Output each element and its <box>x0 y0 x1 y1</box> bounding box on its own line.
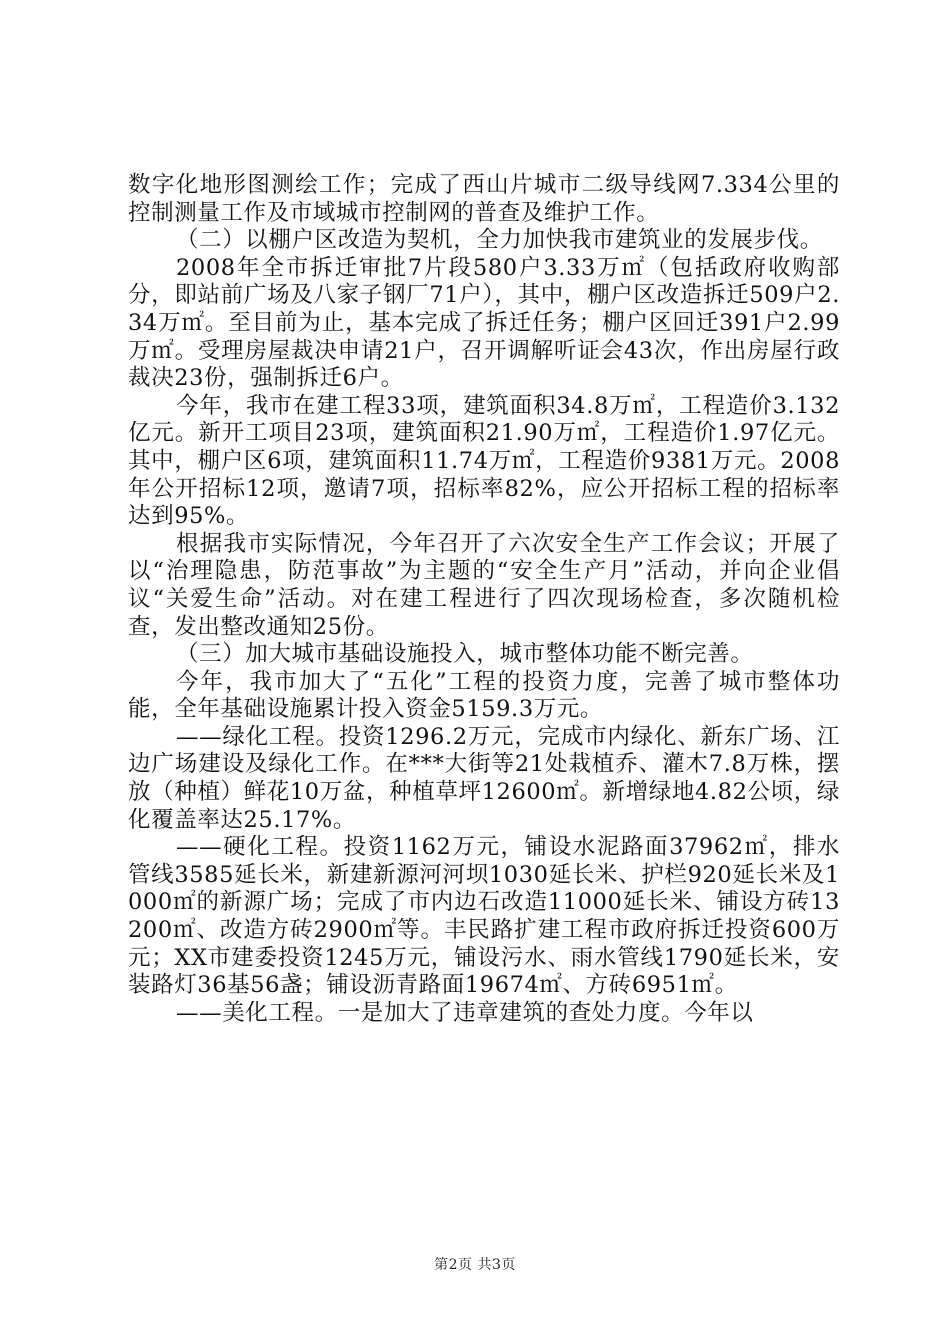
paragraph-demolition: 2008年全市拆迁审批7片段580户3.33万㎡（包括政府收购部分，即站前广场及八家子钢厂71户），其中，棚户区改造拆迁509户2.34万㎡。至目前为止，基本完成了拆迁任务；棚户区回迁391户2.99万㎡。受理房屋裁决申请21户，召开调解听证会43次，作出房屋行政裁决23份，强制拆迁6户。 <box>128 254 840 392</box>
paragraph-survey-work: 数字化地形图测绘工作；完成了西山片城市二级导线网7.334公里的控制测量工作及市域城市控制网的普查及维护工作。 <box>128 172 840 226</box>
paragraph-greening-project: ——绿化工程。投资1296.2万元，完成市内绿化、新东广场、江边广场建设及绿化工作。在***大街等21处栽植乔、灌木7.8万株，摆放（种植）鲜花10万盆，种植草坪12600㎡。新增绿地4.82公顷，绿化覆盖率达25.17%。 <box>128 723 840 833</box>
paragraph-safety-production: 根据我市实际情况，今年召开了六次安全生产工作会议；开展了以“治理隐患，防范事故”为主题的“安全生产月”活动，并向企业倡议“关爱生命”活动。对在建工程进行了四次现场检查，多次随机检查，发出整改通知25份。 <box>128 530 840 640</box>
section-heading-three: （三）加大城市基础设施投入，城市整体功能不断完善。 <box>176 641 754 668</box>
section-heading-two: （二）以棚户区改造为契机，全力加快我市建筑业的发展步伐。 <box>176 227 823 254</box>
document-body <box>128 172 840 1027</box>
page-number-footer: 第2页 共3页 <box>434 1257 516 1273</box>
paragraph-hardening-project: ——硬化工程。投资1162万元，铺设水泥路面37962㎡，排水管线3585延长米，新建新源河河坝1030延长米、护栏920延长米及1000㎡的新源广场；完成了市内边石改造11000延长米、铺设方砖13200㎡、改造方砖2900㎡等。丰民路扩建工程市政府拆迁投资600万元；XX市建委投资1245万元，铺设污水、雨水管线1790延长米，安装路灯36基56盏；铺设沥青路面19674㎡、方砖6951㎡。 <box>128 834 840 999</box>
paragraph-construction-projects: 今年，我市在建工程33项，建筑面积34.8万㎡，工程造价3.132亿元。新开工项目23项，建筑面积21.90万㎡，工程造价1.97亿元。其中，棚户区6项，建筑面积11.74万㎡，工程造价9381万元。2008年公开招标12项，邀请7项，招标率82%，应公开招标工程的招标率达到95%。 <box>128 392 840 530</box>
paragraph-infrastructure-investment: 今年，我市加大了“五化”工程的投资力度，完善了城市整体功能，全年基础设施累计投入资金5159.3万元。 <box>128 668 840 723</box>
paragraph-beautification-project: ——美化工程。一是加大了违章建筑的查处力度。今年以 <box>176 999 754 1026</box>
